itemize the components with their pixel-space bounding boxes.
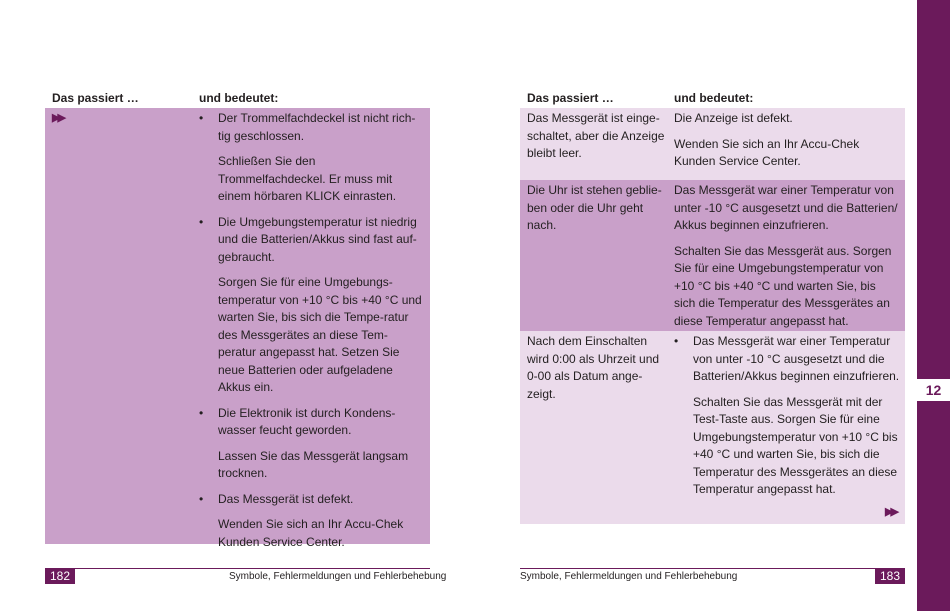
continue-arrow-icon: ▶▶ (885, 506, 896, 518)
cause-text: Das Messgerät ist defekt. (218, 491, 354, 506)
chapter-tab: 12 (917, 379, 950, 401)
footer-rule-left (45, 568, 430, 569)
footer-rule-right (520, 568, 905, 569)
list-item (199, 491, 425, 552)
meaning-cell (674, 110, 900, 179)
list-item (199, 405, 425, 483)
bullet-icon: • (199, 491, 204, 506)
footer-section-title-right: Symbole, Fehlermeldungen und Fehlerbehebung (520, 571, 738, 582)
cause-text: Der Trommelfachdeckel ist nicht rich-tig geschlossen. (218, 111, 416, 143)
table-row (520, 331, 905, 524)
cause-text: Die Anzeige ist defekt. (674, 111, 793, 125)
meaning-cell (674, 333, 900, 507)
meaning-cell (674, 182, 900, 338)
table-row (45, 108, 430, 549)
remedy-text: Schalten Sie das Messgerät aus. Sorgen Sie für eine Umgebungstemperatur von +10 °C bis +40 °C und warten Sie, bis sich die Temperatur des Messgerätes an diese Temperatur angepasst hat. (674, 243, 892, 328)
header-col-event: Das passiert … (52, 91, 139, 105)
header-col-event: Das passiert … (527, 91, 614, 105)
remedy-text: Schließen Sie den Trommelfachdeckel. Er muss mit einem hörbaren KLICK einrasten. (218, 154, 397, 203)
page-number-right: 183 (875, 569, 905, 584)
event-cell: Die Uhr ist stehen geblie-ben oder die Uhr geht nach. (527, 183, 662, 232)
remedy-text: Wenden Sie sich an Ihr Accu-Chek Kunden Service Center. (218, 517, 404, 549)
bullet-icon: • (199, 111, 204, 125)
list-item (674, 333, 900, 499)
list-item (199, 110, 425, 206)
remedy-text: Sorgen Sie für eine Umgebungs-temperatur von +10 °C bis +40 °C und warten Sie, bis sich die Tempe-ratur des Messgerätes an diese Tem-peratur angepasst hat. Setzen Sie neue Batterien oder aufgeladene Akkus ein. (218, 275, 422, 394)
cause-text: Die Elektronik ist durch Kondens-wasser feucht geworden. (218, 405, 396, 437)
remedy-text: Wenden Sie sich an Ihr Accu-Chek Kunden Service Center. (674, 136, 860, 168)
table-row (520, 108, 905, 180)
cause-text: Das Messgerät war einer Temperatur von unter -10 °C ausgesetzt und die Batterien/Akkus beginnen einzufrieren. (693, 334, 900, 383)
page-number-left: 182 (45, 569, 75, 584)
remedy-text: Schalten Sie das Messgerät mit der Test-Taste aus. Sorgen Sie für eine Umgebungstemperatur von +10 °C bis +40 °C und warten Sie, bis sich die Temperatur des Messgerätes an diese Temperatur angepasst hat. (693, 394, 898, 496)
header-col-meaning: und bedeutet: (674, 91, 754, 105)
table-header (520, 90, 905, 108)
cause-text: Die Umgebungstemperatur ist niedrig und die Batterien/Akkus sind fast auf-gebraucht. (218, 214, 417, 264)
list-item (199, 214, 425, 397)
event-cell: Das Messgerät ist einge-schaltet, aber die Anzeige bleibt leer. (527, 111, 665, 160)
meaning-cell (199, 110, 425, 559)
chapter-sidebar (917, 0, 950, 611)
table-header (45, 90, 430, 108)
cause-text: Das Messgerät war einer Temperatur von unter -10 °C ausgesetzt und die Batterien/ Akkus beginnen einzufrieren. (674, 183, 898, 232)
bullet-icon: • (199, 214, 204, 229)
header-col-meaning: und bedeutet: (199, 91, 279, 105)
footer-section-title-left: Symbole, Fehlermeldungen und Fehlerbehebung (229, 571, 447, 582)
bullet-icon: • (674, 334, 679, 348)
table-row (520, 180, 905, 331)
continued-arrow-icon: ▶▶ (52, 112, 63, 124)
event-cell: Nach dem Einschalten wird 0:00 als Uhrzeit und 0-00 als Datum ange-zeigt. (527, 334, 660, 401)
remedy-text: Lassen Sie das Messgerät langsam trocknen. (218, 448, 409, 480)
bullet-icon: • (199, 405, 204, 420)
